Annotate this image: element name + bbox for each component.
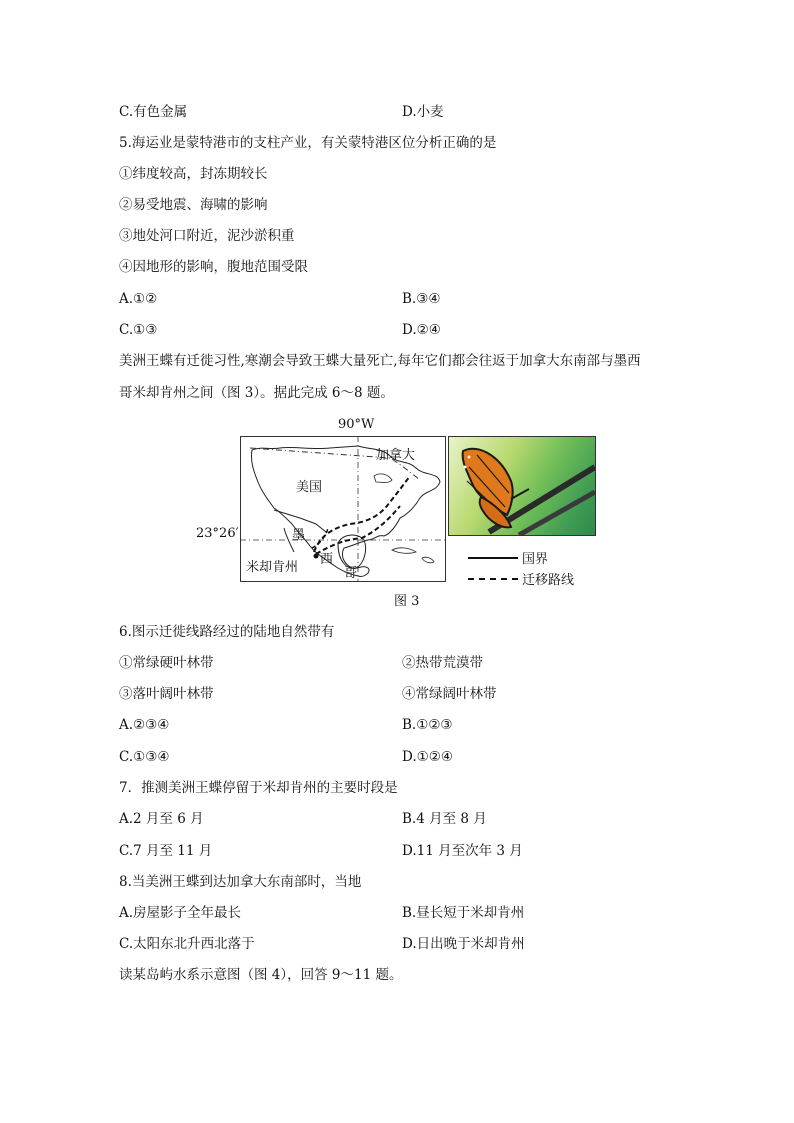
michoacan-dot	[314, 554, 319, 559]
q5-statement-2: ②易受地震、海啸的影响	[119, 197, 268, 213]
q6-option-c: C.①③④	[119, 749, 170, 765]
intro-6-8-line2: 哥米却肯州之间（图 3）。据此完成 6～8 题。	[119, 385, 394, 401]
q6-option-a: A.②③④	[119, 717, 170, 733]
q8-option-b: B.昼长短于米却肯州	[402, 905, 525, 921]
q5-statement-4: ④因地形的影响，腹地范围受限	[119, 259, 308, 275]
q5-option-a: A.①②	[119, 291, 158, 307]
figure-caption: 图 3	[394, 594, 420, 609]
q4-option-d: D.小麦	[402, 104, 444, 120]
q7-option-b: B.4 月至 8 月	[402, 811, 487, 827]
label-mexico-3: 哥	[344, 566, 358, 581]
latitude-label: 23°26′	[196, 526, 239, 541]
q8-stem: 8.当美洲王蝶到达加拿大东南部时，当地	[119, 874, 362, 890]
figure-3	[196, 414, 616, 614]
label-canada: 加拿大	[376, 448, 416, 463]
q7-option-d: D.11 月至次年 3 月	[402, 843, 523, 859]
label-mexico-1: 墨	[292, 528, 306, 543]
q7-stem: 7．推测美洲王蝶停留于米却肯州的主要时段是	[119, 780, 398, 796]
intro-9-11: 读某岛屿水系示意图（图 4），回答 9～11 题。	[119, 967, 403, 983]
q5-statement-1: ①纬度较高，封冻期较长	[119, 166, 268, 182]
legend-route-line	[468, 578, 518, 580]
q5-option-c: C.①③	[119, 322, 158, 338]
q6-statement-2: ②热带荒漠带	[402, 655, 483, 671]
q7-option-a: A.2 月至 6 月	[119, 811, 204, 827]
q8-option-a: A.房屋影子全年最长	[119, 905, 242, 921]
q6-statement-1: ①常绿硬叶林带	[119, 655, 214, 671]
butterfly-icon	[449, 437, 595, 535]
q7-option-c: C.7 月至 11 月	[119, 843, 213, 859]
label-usa: 美国	[296, 480, 323, 495]
q8-option-d: D.日出晚于米却肯州	[402, 936, 525, 952]
q6-option-d: D.①②④	[402, 749, 453, 765]
q4-option-c: C.有色金属	[119, 104, 188, 120]
meridian-label: 90°W	[338, 417, 375, 432]
intro-6-8-line1: 美洲王蝶有迁徙习性,寒潮会导致王蝶大量死亡,每年它们都会往返于加拿大东南部与墨西	[119, 353, 641, 369]
q6-statement-3: ③落叶阔叶林带	[119, 686, 214, 702]
q5-option-d: D.②④	[402, 322, 441, 338]
q6-option-b: B.①②③	[402, 717, 453, 733]
legend-route-label: 迁移路线	[522, 573, 575, 588]
q5-option-b: B.③④	[402, 291, 441, 307]
q5-stem: 5.海运业是蒙特港市的支柱产业，有关蒙特港区位分析正确的是	[119, 135, 497, 151]
legend-border-line	[468, 557, 518, 559]
legend-border-label: 国界	[522, 552, 549, 567]
label-mexico-2: 西	[320, 552, 334, 567]
q6-statement-4: ④常绿阔叶林带	[402, 686, 497, 702]
q8-option-c: C.太阳东北升西北落于	[119, 936, 255, 952]
q5-statement-3: ③地处河口附近，泥沙淤积重	[119, 228, 295, 244]
label-michoacan: 米却肯州	[246, 560, 299, 575]
q6-stem: 6.图示迁徙线路经过的陆地自然带有	[119, 624, 335, 640]
monarch-butterfly-photo	[448, 436, 596, 536]
